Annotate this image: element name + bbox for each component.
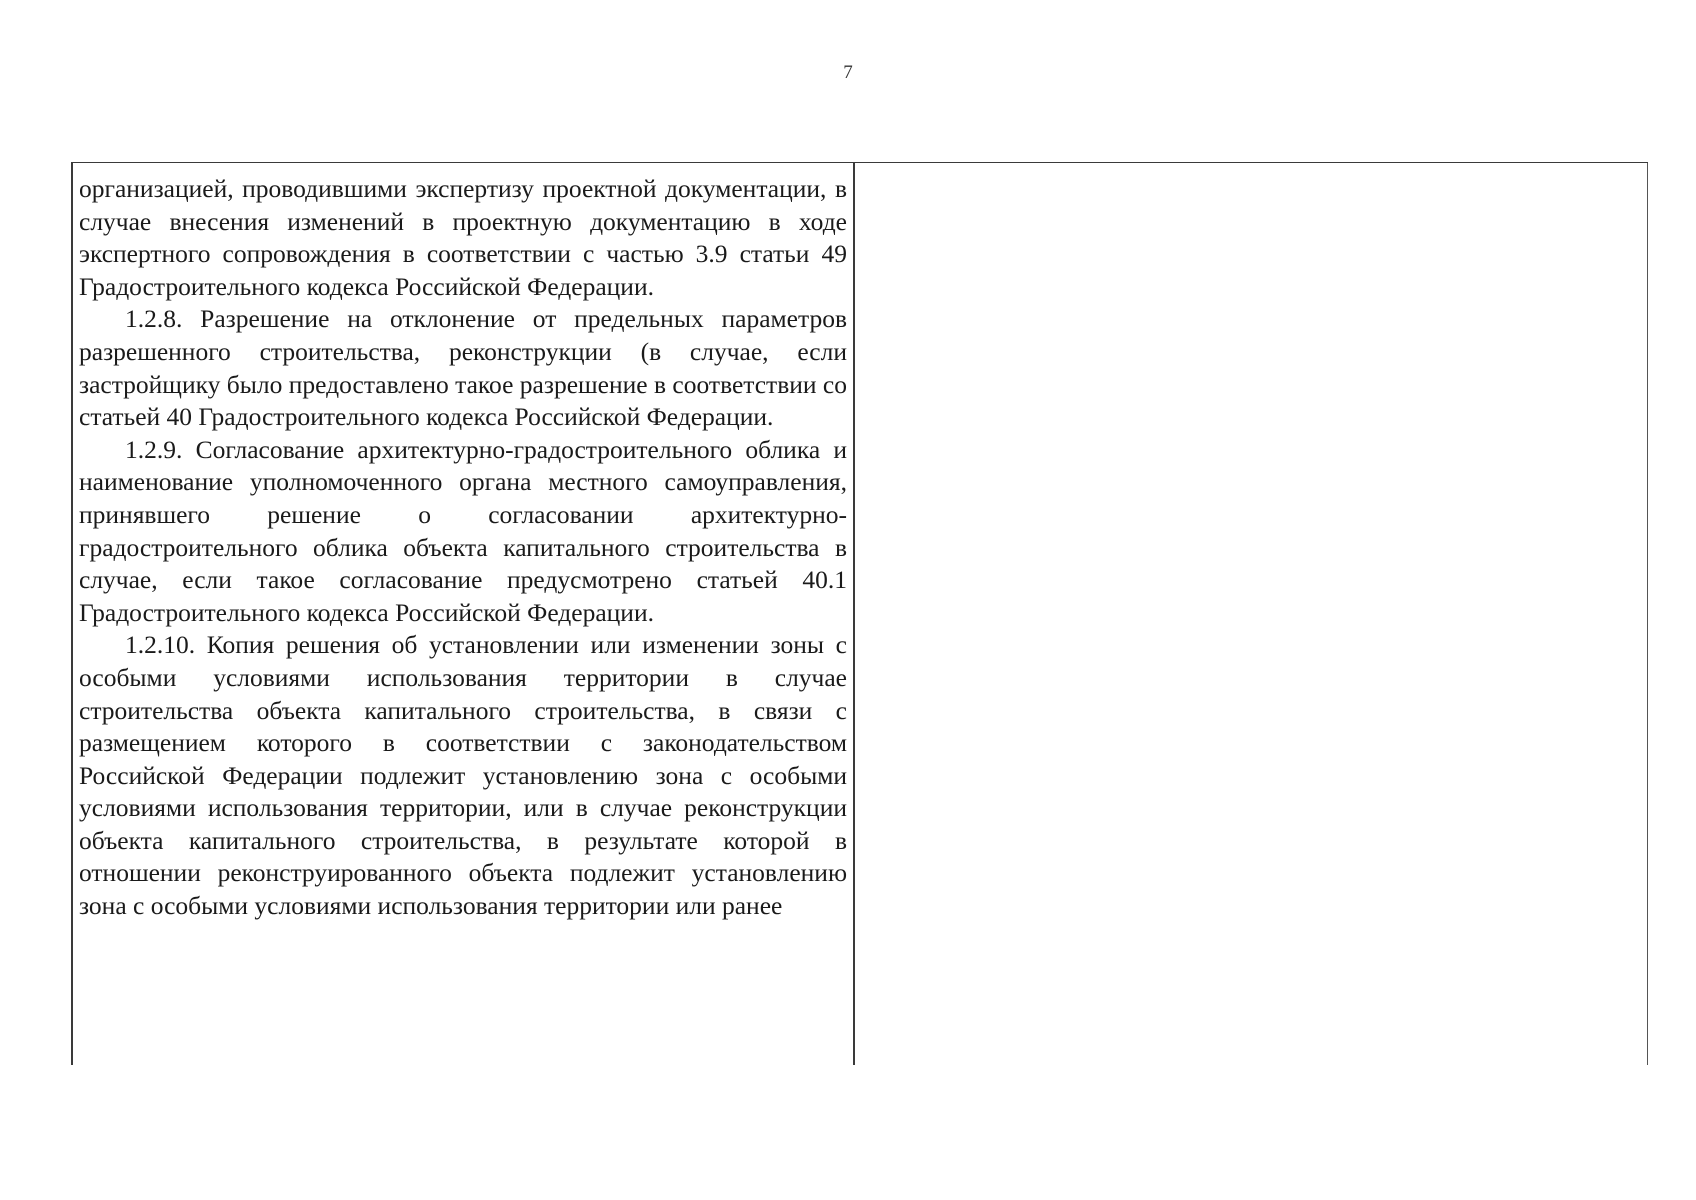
table-cell-left xyxy=(71,163,855,1065)
document-table xyxy=(71,162,1648,1065)
paragraph-1-2-9: 1.2.9. Согласование архитектурно-градостроительного облика и наименование уполномоченного органа местного самоуправления, принявшего решение о согласовании архитектурно-градостроительного облика объекта капитального строительства в случае, если такое согласование предусмотрено статьей 40.1 Градостроительного кодекса Российской Федерации. xyxy=(79,434,847,627)
paragraph-1-2-10: 1.2.10. Копия решения об установлении или изменении зоны с особыми условиями использования территории в случае строительства объекта капитального строительства, в связи с размещением которого в соответствии с законодательством Российской Федерации подлежит установлению зона с особыми условиями использования территории, или в случае реконструкции объекта капитального строительства, в результате которой в отношении реконструированного объекта подлежит установлению зона с особыми условиями использования территории или ранее xyxy=(79,630,847,921)
page-number: 7 xyxy=(843,62,853,83)
table-cell-right xyxy=(855,163,1648,1065)
paragraph-1-2-8: 1.2.8. Разрешение на отклонение от предельных параметров разрешенного строительства, реконструкции (в случае, если застройщику было предоставлено такое разрешение в соответствии со статьей 40 Градостроительного кодекса Российской Федерации. xyxy=(79,304,847,432)
paragraph-continuation: организацией, проводившими экспертизу проектной документации, в случае внесения изменений в проектную документацию в ходе экспертного сопровождения в соответствии с частью 3.9 статьи 49 Градостроительного кодекса Российской Федерации. xyxy=(79,174,847,301)
cell-text xyxy=(73,163,853,923)
